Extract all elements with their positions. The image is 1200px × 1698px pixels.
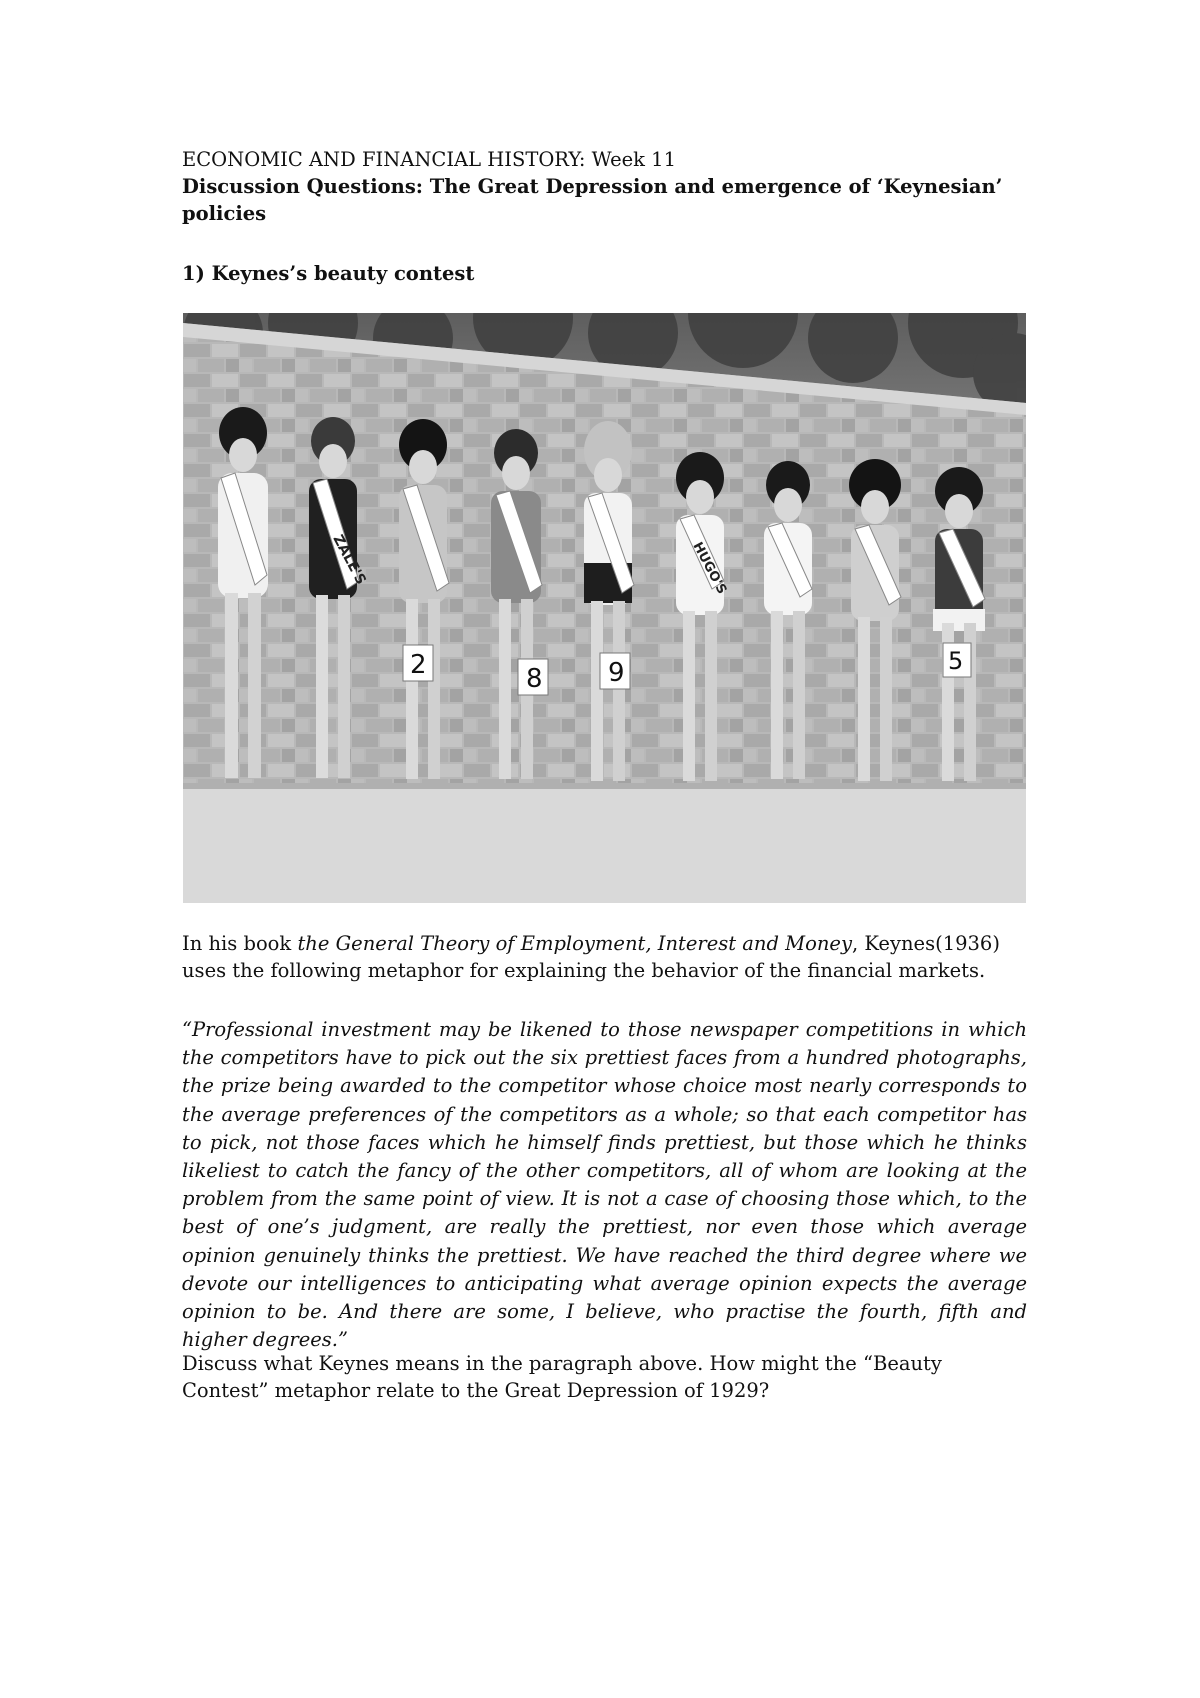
book-title: the General Theory of Employment, Interest and Money <box>297 932 852 955</box>
intro-pre: In his book <box>182 932 298 955</box>
discussion-question: Discuss what Keynes means in the paragraph above. How might the “Beauty Contest” metaphor relate to the Great Depression of 1929? <box>182 1352 942 1402</box>
intro-paragraph <box>182 930 1027 984</box>
keynes-quote: “Professional investment may be likened to those newspaper competitions in which the competitors have to pick out the six prettiest faces from a hundred photographs, the prize being awarded to the competitor whose choice most nearly corresponds to the average preferences of the competitors as a whole; so that each competitor has to pick, not those faces which he himself finds prettiest, but those which he thinks likeliest to catch the fancy of the other competitors, all of whom are looking at the problem from the same point of view. It is not a case of choosing those which, to the best of one’s judgment, are really the prettiest, nor even those which average opinion genuinely thinks the prettiest. We have reached the third degree where we devote our intelligences to anticipating what average opinion expects the average opinion to be. And there are some, I believe, who practise the fourth, fifth and higher degrees.” <box>182 1018 1027 1352</box>
contestant-number: 5 <box>948 647 964 675</box>
discussion-title-continued: policies <box>182 202 267 225</box>
contestant-number: 9 <box>608 658 625 688</box>
document-heading <box>182 146 1022 227</box>
course-title: ECONOMIC AND FINANCIAL HISTORY: Week 11 <box>182 148 676 171</box>
discussion-title: Discussion Questions: The Great Depression and emergence of ‘Keynesian’ <box>182 175 1003 198</box>
section-title: 1) Keynes’s beauty contest <box>182 262 475 285</box>
beauty-contest-photo <box>183 313 1026 903</box>
sash-label: HUGO'S <box>689 539 730 597</box>
contestant-number: 8 <box>526 664 543 694</box>
sash-label: ZALE'S <box>329 532 369 588</box>
intro-post: , Keynes(1936) uses the following metaphor for explaining the behavior of the financial markets. <box>182 932 1000 982</box>
beauty-contest-illustration <box>183 313 1026 903</box>
contestant-number: 2 <box>410 650 427 680</box>
